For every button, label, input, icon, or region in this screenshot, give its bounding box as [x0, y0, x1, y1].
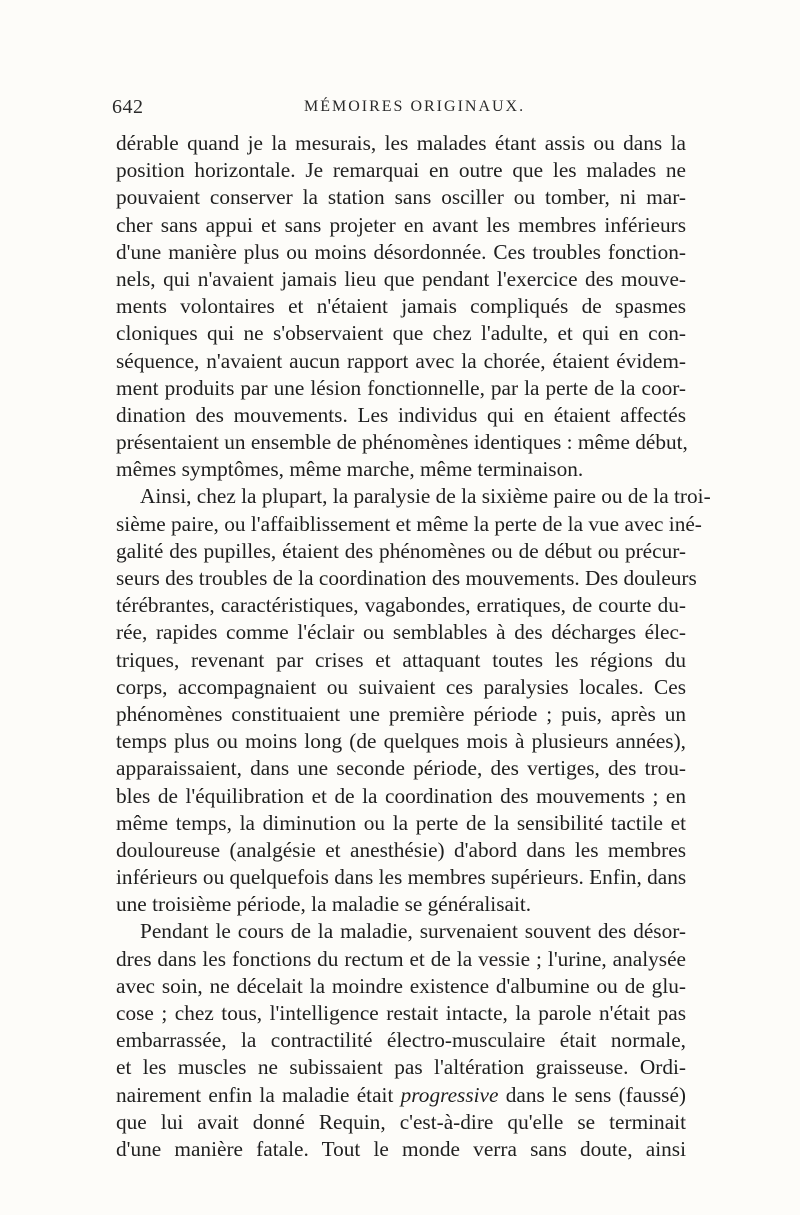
- text-line: dérable quand je la mesurais, les malades étant assis ou dans la: [116, 131, 686, 155]
- text-line: phénomènes constituaient une première période ; puis, après un: [116, 701, 686, 726]
- text-line: inférieurs ou quelquefois dans les membres supérieurs. Enfin, dans: [116, 865, 687, 890]
- body-text: [116, 130, 711, 1163]
- text-line: galité des pupilles, étaient des phénomènes ou de début ou précur-: [116, 538, 686, 563]
- text-line: avec soin, ne décelait la moindre existence d'albumine ou de glu-: [116, 973, 686, 998]
- text-segment: nairement enfin la maladie était: [116, 1082, 394, 1107]
- text-line: sième paire, ou l'affaiblissement et même la perte de la vue avec iné-: [116, 511, 702, 536]
- text-line: seurs des troubles de la coordination des mouvements. Des douleurs: [116, 566, 697, 590]
- text-line: dres dans les fonctions du rectum et de la vessie ; l'urine, analysée: [116, 946, 686, 971]
- page-number: 642: [112, 96, 144, 118]
- paragraph-start-line: Pendant le cours de la maladie, survenaient souvent des désor-: [140, 919, 686, 944]
- text-line: pouvaient conserver la station sans osciller ou tomber, ni mar-: [116, 185, 686, 210]
- italic-term: progressive: [400, 1082, 499, 1107]
- text-line: douloureuse (analgésie et anesthésie) d'abord dans les membres: [116, 837, 686, 862]
- text-line: nels, qui n'avaient jamais lieu que pendant l'exercice des mouve-: [116, 266, 686, 291]
- text-line: cose ; chez tous, l'intelligence restait intacte, la parole n'était pas: [116, 1001, 686, 1025]
- text-line: une troisième période, la maladie se généralisait.: [116, 892, 532, 917]
- text-line: mêmes symptômes, même marche, même terminaison.: [116, 457, 584, 482]
- running-head: MÉMOIRES ORIGINAUX.: [304, 98, 526, 115]
- page-header: [112, 96, 688, 124]
- text-line: dination des mouvements. Les individus qui en étaient affectés: [116, 402, 686, 427]
- text-line: rée, rapides comme l'éclair ou semblables à des décharges élec-: [116, 620, 686, 645]
- text-line: séquence, n'avaient aucun rapport avec la chorée, étaient évidem-: [116, 348, 686, 373]
- text-line: ment produits par une lésion fonctionnelle, par la perte de la coor-: [116, 375, 686, 400]
- text-line: position horizontale. Je remarquai en outre que les malades ne: [116, 158, 686, 183]
- text-line: même temps, la diminution ou la perte de la sensibilité tactile et: [116, 810, 686, 835]
- text-line: d'une manière plus ou moins désordonnée. Ces troubles fonction-: [116, 239, 686, 264]
- text-line: que lui avait donné Requin, c'est-à-dire qu'elle se terminait: [116, 1109, 686, 1134]
- text-line: triques, revenant par crises et attaquant toutes les régions du: [116, 647, 686, 672]
- text-line: térébrantes, caractéristiques, vagabondes, erratiques, de courte du-: [116, 593, 686, 618]
- text-line: corps, accompagnaient ou suivaient ces paralysies locales. Ces: [116, 674, 686, 699]
- text-line: apparaissaient, dans une seconde période, des vertiges, des trou-: [116, 756, 686, 781]
- text-line: d'une manière fatale. Tout le monde verra sans doute, ainsi: [116, 1136, 686, 1161]
- text-line: et les muscles ne subissaient pas l'altération graisseuse. Ordi-: [116, 1055, 686, 1080]
- mixed-style-line: [116, 1082, 686, 1109]
- text-line: cloniques qui ne s'observaient que chez l'adulte, et qui en con-: [116, 321, 686, 346]
- text-line: bles de l'équilibration et de la coordination des mouvements ; en: [116, 783, 686, 808]
- paragraph-start-line: Ainsi, chez la plupart, la paralysie de la sixième paire ou de la troi-: [140, 484, 711, 509]
- text-segment: dans le sens (faussé): [505, 1082, 686, 1107]
- text-line: cher sans appui et sans projeter en avant les membres inférieurs: [116, 212, 686, 237]
- text-line: temps plus ou moins long (de quelques mois à plusieurs années),: [116, 729, 686, 754]
- text-line: ments volontaires et n'étaient jamais compliqués de spasmes: [116, 294, 686, 319]
- text-line: embarrassée, la contractilité électro-musculaire était normale,: [116, 1028, 686, 1053]
- text-line: présentaient un ensemble de phénomènes identiques : même début,: [116, 430, 688, 455]
